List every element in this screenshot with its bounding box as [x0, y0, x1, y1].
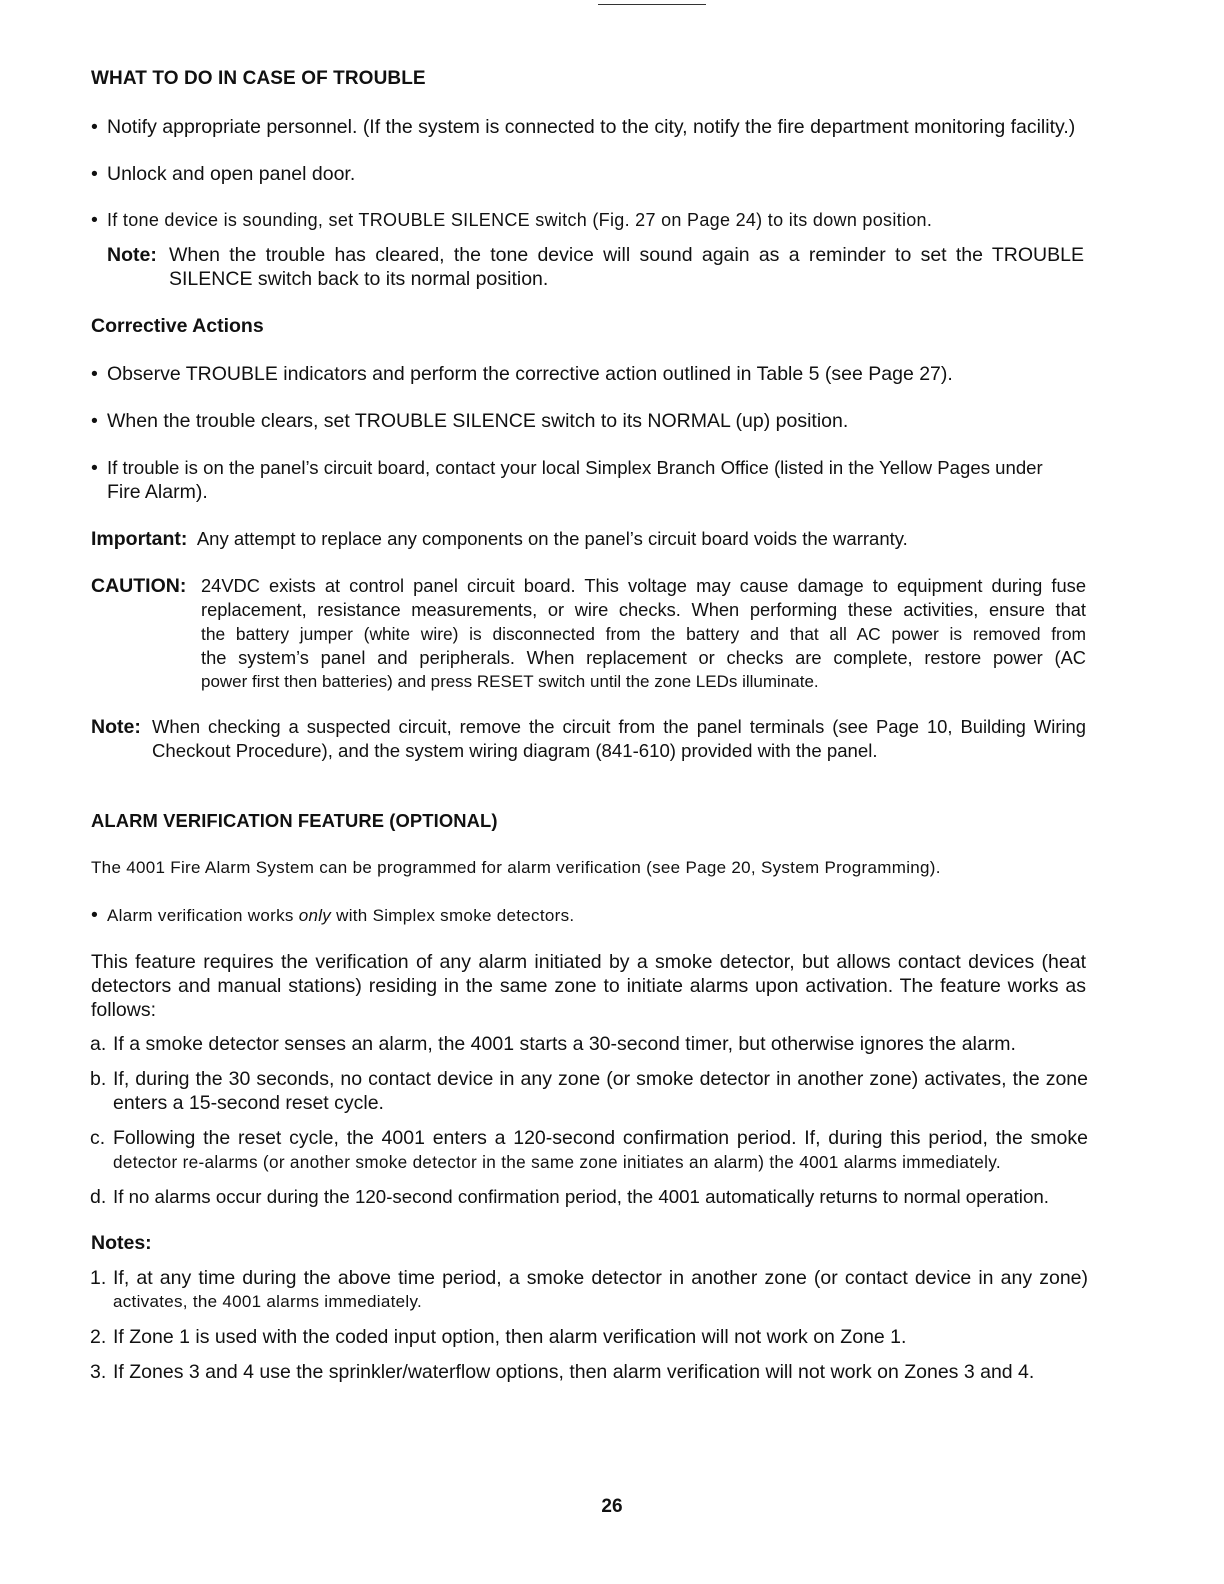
caution-line-5: power first then batteries) and press RESET switch until the zone LEDs illuminate.: [201, 672, 819, 691]
corrective-actions-heading: Corrective Actions: [91, 315, 264, 337]
caution-line-4: the system’s panel and peripherals. When replacement or checks are complete, restore power (AC: [201, 647, 1086, 668]
corrective-bullet-clears: [91, 409, 1091, 433]
note-line-1: When the trouble has cleared, the tone device will sound again as a reminder to set the TROUBLE: [169, 244, 1084, 266]
verification-step-c: [90, 1126, 1088, 1174]
caution-line-3: the battery jumper (white wire) is disconnected from the battery and that all AC power is removed from: [201, 624, 1086, 644]
step-marker: d.: [90, 1186, 107, 1208]
bullet-icon: •: [91, 163, 98, 185]
caution-block: [91, 574, 1086, 694]
step-text-line-1: If, during the 30 seconds, no contact device in any zone (or smoke detector in another zone) activates, the zone: [113, 1068, 1088, 1090]
corrective-note: [91, 715, 1086, 763]
trouble-note: [107, 243, 1084, 291]
note-text-line-1: If, at any time during the above time period, a smoke detector in another zone (or contact device in any zone): [113, 1267, 1088, 1289]
note-text: If Zones 3 and 4 use the sprinkler/waterflow options, then alarm verification will not work on Zones 3 and 4.: [113, 1361, 1035, 1383]
paragraph-line-2: detectors and manual stations) residing in the same zone to initiate alarms upon activation. The feature works as: [91, 975, 1086, 997]
bullet-icon: •: [91, 209, 98, 231]
note-label: Note:: [91, 716, 141, 738]
step-text-line-1: Following the reset cycle, the 4001 enters a 120-second confirmation period. If, during this period, the smoke: [113, 1127, 1088, 1149]
bullet-text-emphasis: only: [298, 906, 332, 925]
paragraph-line-3: follows:: [91, 999, 157, 1021]
verification-intro: The 4001 Fire Alarm System can be programmed for alarm verification (see Page 20, System Programming).: [91, 858, 941, 877]
corrective-bullet-circuit-board: [91, 456, 1087, 504]
caution-label: CAUTION:: [91, 575, 187, 597]
bullet-text-pre: Alarm verification works: [107, 906, 299, 925]
caution-line-2: replacement, resistance measurements, or wire checks. When performing these activities, ensure that: [201, 599, 1086, 620]
trouble-bullet-notify: [91, 115, 1091, 139]
bullet-text: If trouble is on the panel’s circuit board, contact your local Simplex Branch Office (listed in the Yellow Pages under: [107, 457, 1043, 478]
bullet-icon: •: [91, 363, 98, 385]
verification-step-d: [90, 1185, 1088, 1209]
note-text-line-2: activates, the 4001 alarms immediately.: [113, 1292, 423, 1311]
bullet-text-cont: Fire Alarm).: [107, 481, 208, 503]
paragraph-line-1: This feature requires the verification of any alarm initiated by a smoke detector, but allows contact devices (heat: [91, 951, 1086, 973]
important-label: Important:: [91, 528, 188, 550]
note-line-1: When checking a suspected circuit, remove the circuit from the panel terminals (see Page 10, Building Wiring: [152, 716, 1086, 737]
note-marker: 2.: [90, 1326, 107, 1348]
verification-bullet-simplex: [91, 903, 1091, 928]
note-marker: 1.: [90, 1267, 107, 1289]
page-number: 26: [601, 1496, 623, 1517]
step-text: If no alarms occur during the 120-second confirmation period, the 4001 automatically returns to normal operation.: [113, 1186, 1049, 1207]
step-marker: b.: [90, 1068, 107, 1090]
bullet-text: Notify appropriate personnel. (If the system is connected to the city, notify the fire department monitoring facility.): [107, 116, 1076, 138]
note-marker: 3.: [90, 1361, 107, 1383]
caution-line-1: 24VDC exists at control panel circuit board. This voltage may cause damage to equipment during fuse: [201, 575, 1086, 596]
step-text: If a smoke detector senses an alarm, the 4001 starts a 30-second timer, but otherwise ignores the alarm.: [113, 1033, 1016, 1055]
verification-note-1: [90, 1266, 1088, 1314]
corrective-bullet-observe: [91, 362, 1091, 386]
step-text-line-2: detector re-alarms (or another smoke detector in the same zone initiates an alarm) the 4001 alarms immediately.: [113, 1152, 1001, 1172]
bullet-text-post: with Simplex smoke detectors.: [331, 906, 575, 925]
alarm-verification-heading: ALARM VERIFICATION FEATURE (OPTIONAL): [91, 810, 498, 831]
bullet-icon: •: [91, 116, 98, 138]
trouble-heading: WHAT TO DO IN CASE OF TROUBLE: [91, 68, 426, 89]
bullet-icon: •: [91, 457, 98, 479]
important-note: [91, 527, 1091, 551]
scan-artifact-line: [598, 4, 706, 5]
trouble-bullet-unlock: [91, 162, 1091, 186]
step-text-line-2: enters a 15-second reset cycle.: [113, 1092, 384, 1114]
note-line-2: SILENCE switch back to its normal position.: [169, 268, 549, 290]
trouble-bullet-silence: [91, 208, 1091, 232]
note-label: Note:: [107, 244, 157, 266]
bullet-icon: •: [91, 904, 98, 926]
bullet-text: When the trouble clears, set TROUBLE SILENCE switch to its NORMAL (up) position.: [107, 410, 849, 432]
important-text: Any attempt to replace any components on the panel’s circuit board voids the warranty.: [196, 528, 908, 549]
verification-note-2: [90, 1325, 1088, 1349]
note-line-2: Checkout Procedure), and the system wiring diagram (841-610) provided with the panel.: [152, 740, 878, 761]
bullet-icon: •: [91, 410, 98, 432]
verification-paragraph: [91, 950, 1086, 1022]
notes-heading: Notes:: [91, 1232, 152, 1254]
verification-step-b: [90, 1067, 1088, 1115]
bullet-text: Observe TROUBLE indicators and perform the corrective action outlined in Table 5 (see Page 27).: [107, 363, 953, 385]
verification-step-a: [90, 1032, 1088, 1056]
bullet-text: If tone device is sounding, set TROUBLE SILENCE switch (Fig. 27 on Page 24) to its down position.: [107, 210, 933, 230]
step-marker: a.: [90, 1033, 107, 1055]
bullet-text: Unlock and open panel door.: [107, 163, 356, 185]
step-marker: c.: [90, 1127, 106, 1149]
note-text: If Zone 1 is used with the coded input option, then alarm verification will not work on Zone 1.: [113, 1326, 907, 1348]
verification-note-3: [90, 1360, 1088, 1384]
